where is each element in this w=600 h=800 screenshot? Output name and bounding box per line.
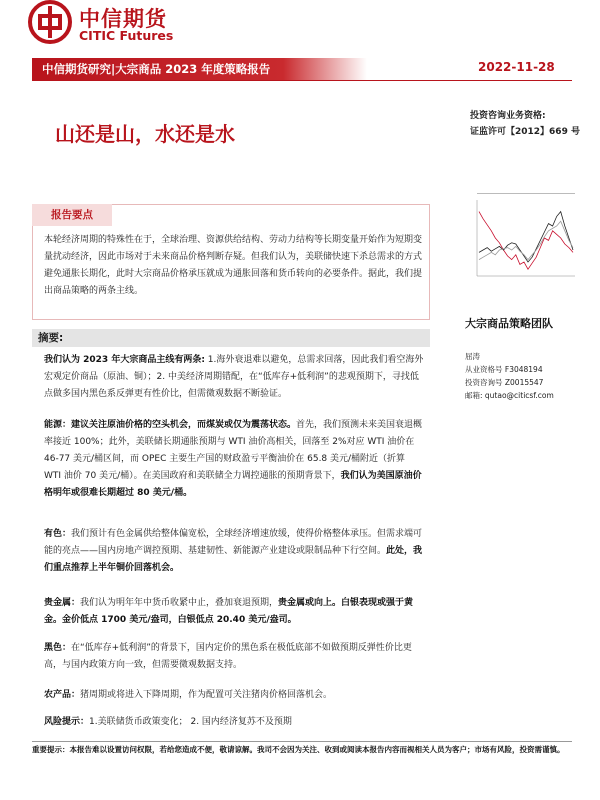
summary-paragraph-nonferrous	[44, 526, 424, 577]
main-thesis-label: 我们认为 2023 年大宗商品主线有两条:	[44, 355, 205, 365]
summary-paragraph-ferrous	[44, 640, 424, 674]
header-divider	[32, 80, 572, 81]
nonferrous-label: 有色：	[44, 529, 72, 539]
energy-label: 能源：建议关注原油价格的空头机会，而煤炭或仅为震荡状态。	[44, 420, 297, 430]
ferrous-label: 黑色：	[44, 643, 72, 653]
summary-paragraph-energy	[44, 417, 424, 502]
ferrous-text: 在“低库存+低利润”的背景下，国内定价的黑色系在极低底部不如做预期反弹性价比更高，与国内政策方向一致，但需要微观数据支持。	[44, 643, 412, 670]
energy-conclusion: 我们认为美国原油价格明年或很难长期超过 80 美元/桶。	[44, 471, 422, 498]
summary-paragraph-precious-metals	[44, 595, 424, 629]
qualification-line-1: 投资咨询业务资格:	[470, 111, 546, 121]
summary-paragraph-main	[44, 352, 424, 403]
agri-label: 农产品：	[44, 690, 81, 700]
main-thesis-text: 1.海外衰退难以避免，总需求回落，因此我们看空海外宏观定价商品（原油、铜）；2. 中美经济周期错配，在“低库存+低利润”的悲观预期下，寻找低点做多国内黑色系反弹更有性价比，但需微观数据不断验证。	[44, 355, 424, 399]
nonferrous-text: 我们预计有色金属供给整体偏宽松，全球经济增速放缓，使得价格整体承压。但需求端可能的亮点——国内房地产调控预期、基建韧性、新能源产业建设或限制品种下行空间。	[44, 529, 423, 556]
footer-divider	[32, 741, 572, 742]
price-thumbnail-chart	[465, 188, 580, 288]
logo-chinese-name: 中信期货	[79, 7, 167, 31]
footer-disclaimer: 重要提示：本报告难以设置访问权限，若给您造成不便，敬请谅解。我司不会因为关注、收到或阅读本报告内容而视相关人员为客户；市场有风险，投资需谨慎。	[32, 745, 565, 754]
precious-conclusion: 贵金属或向上。白银表现或强于黄金。金价低点 1700 美元/盎司，白银低点 20.40 美元/盎司。	[44, 598, 414, 625]
chart-legend-bar	[477, 193, 575, 194]
precious-label: 贵金属：	[44, 598, 81, 608]
logo-english-name: CITIC Futures	[79, 28, 174, 43]
report-title: 山还是山，水还是水	[55, 122, 235, 146]
summary-heading: 摘要:	[32, 329, 430, 347]
summary-paragraph-agriculture	[44, 687, 424, 704]
risk-label: 风险提示：	[44, 717, 90, 727]
precious-text: 我们认为明年年中货币收紧中止，叠加衰退预期，	[80, 598, 279, 608]
report-key-points-tab: 报告要点	[32, 204, 112, 226]
nonferrous-conclusion: 此处，我们重点推荐上半年铜价回落机会。	[44, 546, 423, 573]
risk-text: 1.美联储货币政策变化； 2. 国内经济复苏不及预期	[89, 717, 292, 727]
qualification	[470, 108, 580, 140]
agri-text: 猪周期或将进入下降周期，作为配置可关注猪肉价格回落机会。	[80, 690, 333, 700]
summary-paragraph-risk	[44, 714, 424, 731]
strategy-team-title: 大宗商品策略团队	[465, 317, 553, 330]
report-key-points-text: 本轮经济周期的特殊性在于，全球治理、资源供给结构、劳动力结构等长期变量开始作为短期变量扰动经济，因此市场对于未来商品价格判断存疑。但我们认为，美联储快速下杀总需求的方式避免通胀长期化，此时大宗商品价格承压就成为通胀回落和货币转向的必要条件。据此，我们提出商品策略的两条主线。	[44, 235, 423, 296]
member-license-2: 投资咨询号 Z0015547	[465, 378, 544, 387]
qualification-line-2: 证监许可【2012】669 号	[470, 127, 580, 137]
member-name: 屈涛	[465, 352, 480, 361]
report-date: 2022-11-28	[478, 60, 555, 74]
member-license-1: 从业资格号 F3048194	[465, 365, 543, 374]
chart-background	[465, 188, 580, 288]
energy-text: 首先，我们预测未来美国衰退概率接近 100%；此外，美联储长期通胀预期与 WTI 油价高相关，回落至 2%对应 WTI 油价在 46-77 美元/桶区间，而 OPEC 主要生产国的财政盈亏平衡油价在 65.8 美元/桶附近（折算 WTI 油价 70 美元/桶）。在美国政府和美联储全力调控通胀的预期背景下，	[44, 420, 423, 481]
team-member-info	[465, 350, 554, 402]
report-banner: 中信期货研究|大宗商品 2023 年度策略报告	[32, 58, 367, 80]
member-email[interactable]: 邮箱: qutao@citicsf.com	[465, 391, 554, 400]
citic-logo-icon	[28, 0, 72, 44]
